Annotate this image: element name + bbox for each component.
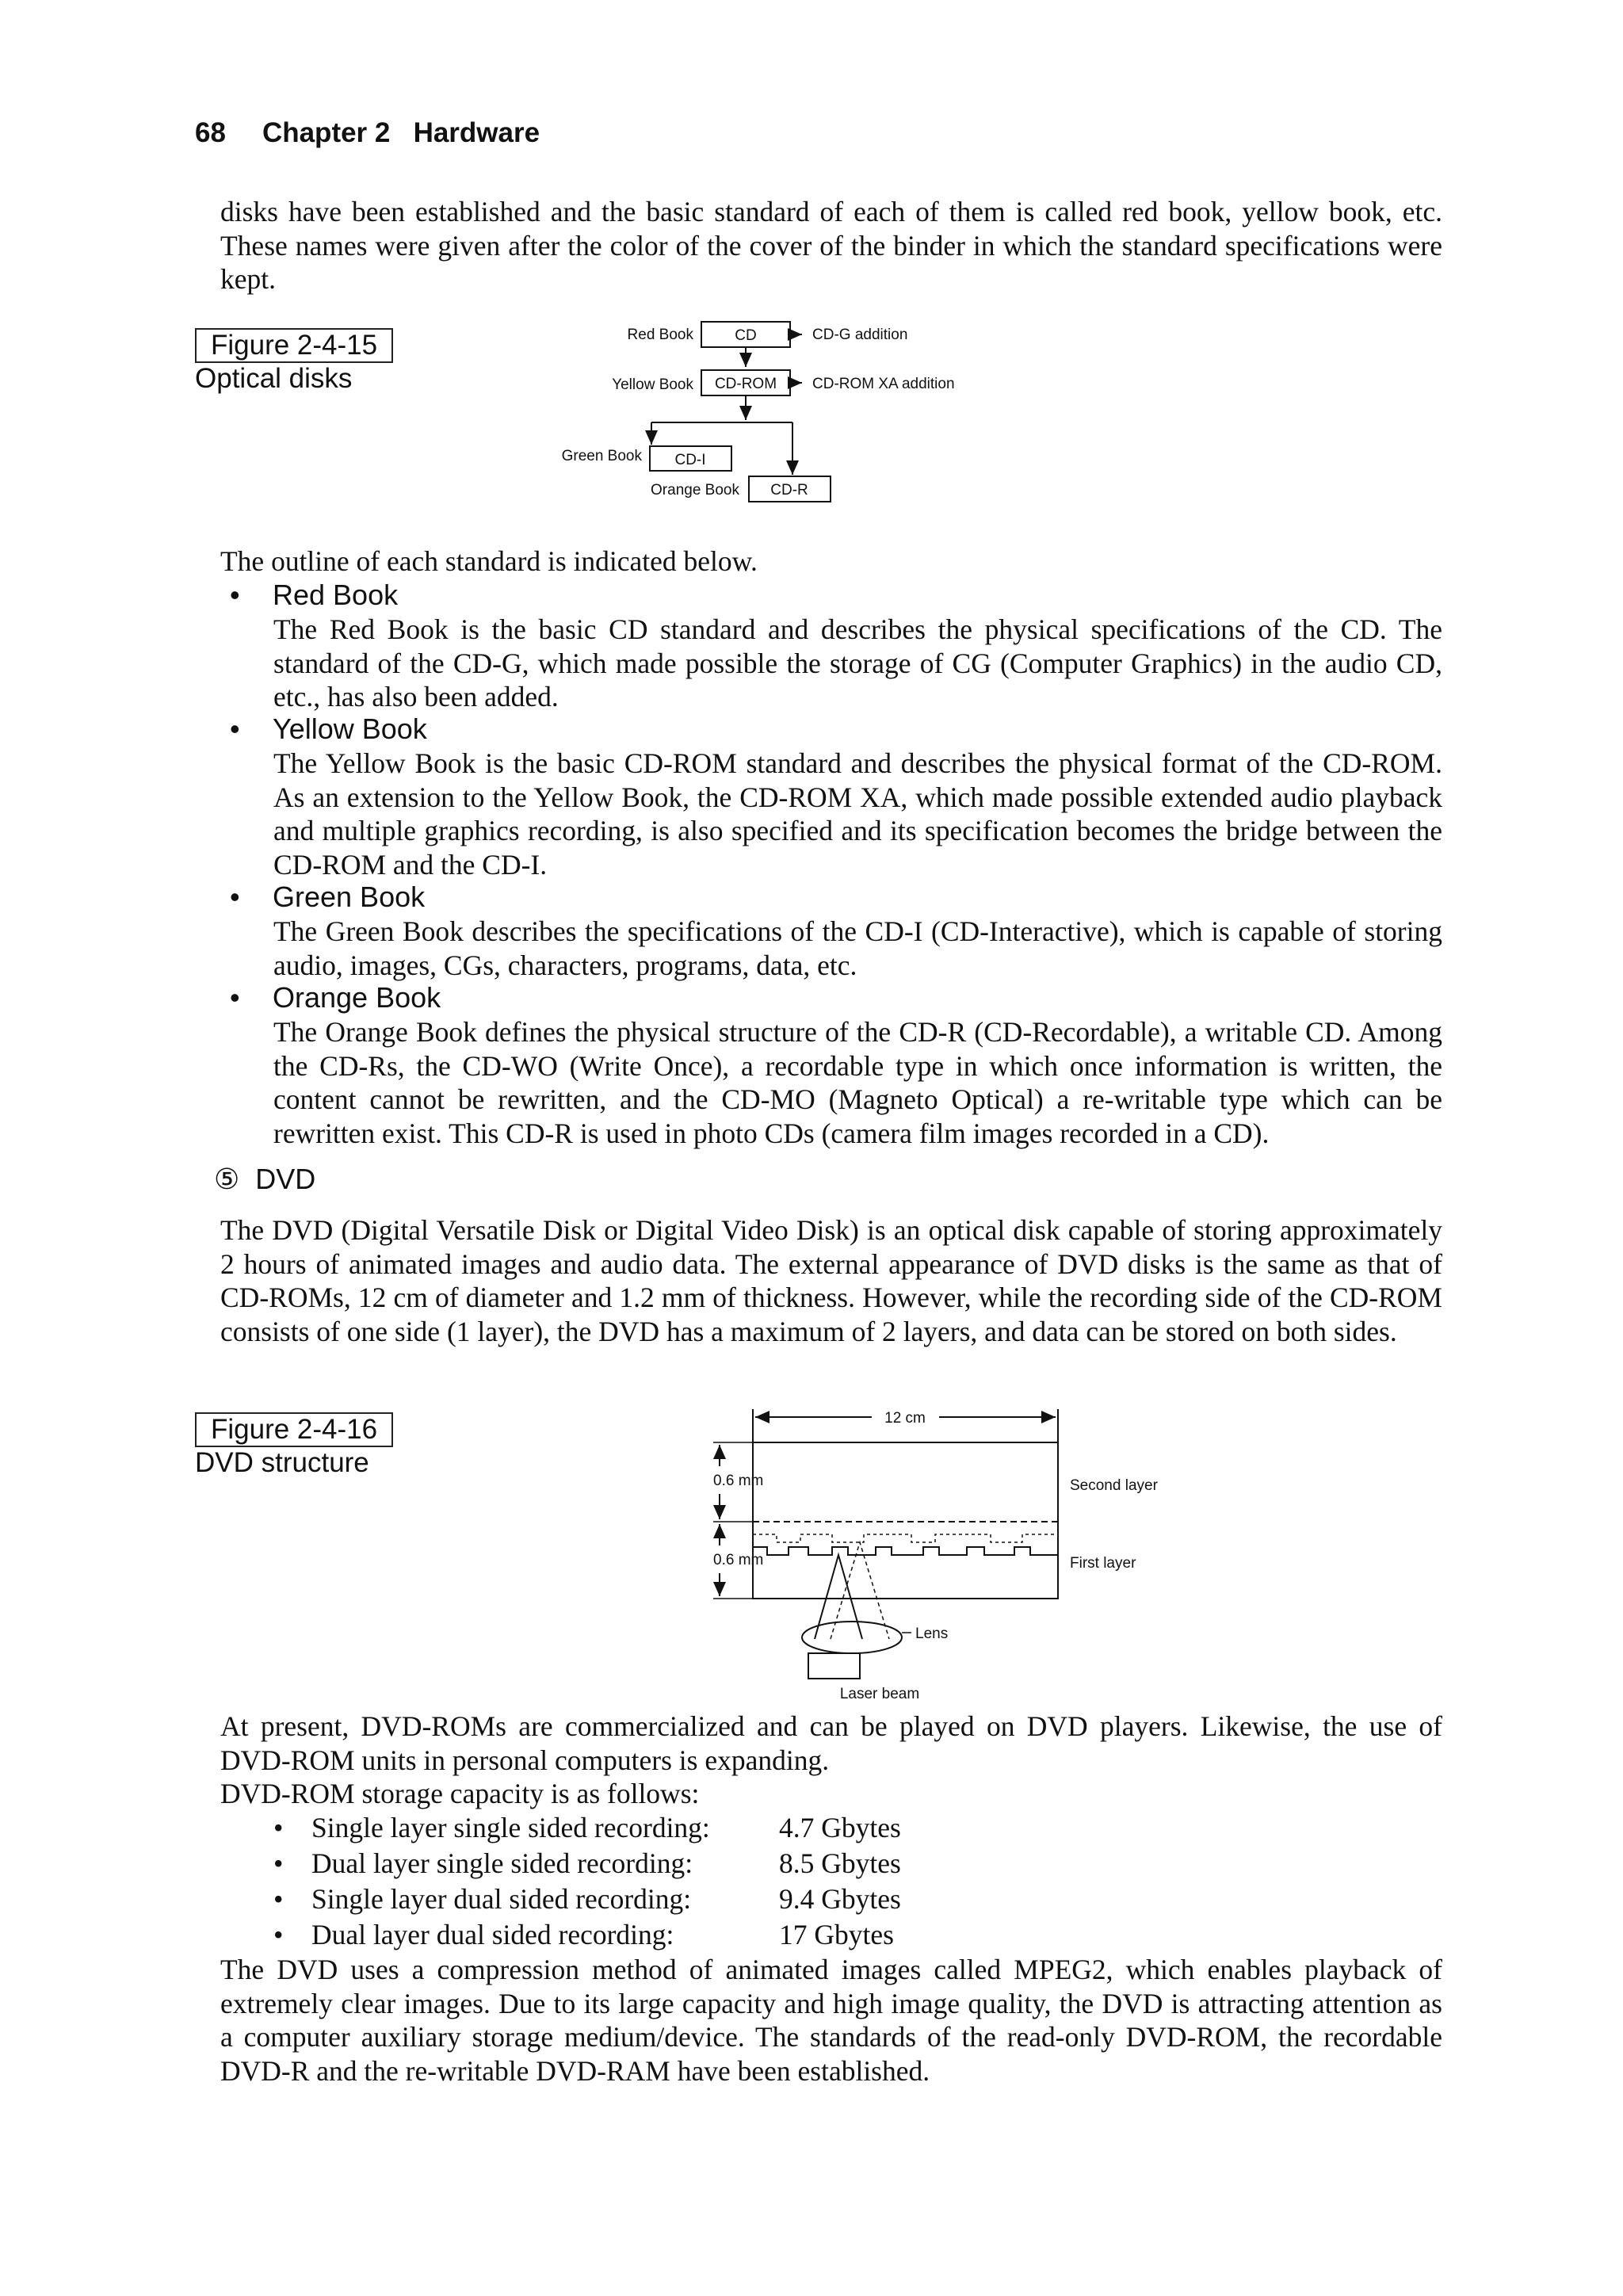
capacity-label: Dual layer dual sided recording:: [311, 1919, 674, 1950]
orange-book-text: The Orange Book defines the physical structure of the CD-R (CD-Recordable), a writable CD. Among the CD-Rs, the CD-WO (Write Once), a recordable type in which once information is written, the content cannot be rewritten, and the CD-MO (Magneto Optical) a re-writable type which can be rewritten exist. This CD-R is used in photo CDs (camera film images recorded in a CD).: [273, 1016, 1442, 1149]
dvd-final-text: The DVD uses a compression method of animated images called MPEG2, which enables playback of extremely clear images. Due to its large capacity and high image quality, the DVD is attracting attention as a computer auxiliary storage medium/device. The standards of the read-only DVD-ROM, the recordable DVD-R and the re-writable DVD-RAM have been established.: [220, 1954, 1442, 2087]
bullet-dot: •: [230, 881, 240, 913]
cdrom-label: CD-ROM: [714, 376, 777, 392]
figure-caption: Optical disks: [195, 363, 353, 394]
dvd-heading: [214, 1163, 315, 1196]
second-layer-label: Second layer: [1070, 1477, 1158, 1494]
orange-book-title: Orange Book: [273, 981, 441, 1014]
thickness-top-label: 0.6 mm: [713, 1473, 764, 1489]
yellow-book-label: Yellow Book: [612, 376, 693, 393]
cd-label: CD: [735, 327, 757, 344]
lens-icon: [802, 1622, 902, 1653]
figure-number-box: [195, 1412, 393, 1447]
dvd-intro-paragraph: [220, 1213, 1442, 1348]
figure-number: Figure 2-4-16: [211, 1414, 378, 1445]
width-label: 12 cm: [884, 1410, 926, 1427]
bullet-green-book: [230, 881, 425, 914]
outline-intro: The outline of each standard is indicated below.: [220, 545, 758, 577]
disk-body: [753, 1442, 1058, 1599]
figure-number-box: [195, 328, 393, 363]
laser-beam-label: Laser beam: [839, 1686, 920, 1702]
yellow-book-title: Yellow Book: [273, 712, 427, 745]
bullet-dot: •: [273, 1919, 284, 1950]
second-layer-pits: [753, 1534, 1058, 1542]
page-number: 68: [195, 117, 226, 148]
dvd-final-paragraph: [220, 1953, 1442, 2088]
bullet-dot: •: [273, 1883, 284, 1915]
cdg-addition-label: CD-G addition: [812, 327, 908, 343]
figure-caption: DVD structure: [195, 1447, 369, 1478]
dvd-present-text: At present, DVD-ROMs are commercialized and can be played on DVD players. Likewise, the use of DVD-ROM units in personal computers is expanding.: [220, 1710, 1442, 1776]
green-book-text: The Green Book describes the specifications of the CD-I (CD-Interactive), which is capable of storing audio, images, CGs, characters, programs, data, etc.: [273, 915, 1442, 981]
capacity-intro: DVD-ROM storage capacity is as follows:: [220, 1778, 700, 1809]
chapter-label: Chapter 2: [262, 117, 391, 148]
figure-number: Figure 2-4-15: [211, 330, 378, 361]
dvd-heading-title: DVD: [255, 1163, 316, 1195]
thickness-bottom-label: 0.6 mm: [713, 1552, 764, 1568]
green-book-title: Green Book: [273, 881, 426, 913]
section-marker: ⑤: [214, 1163, 240, 1195]
bullet-dot: •: [230, 981, 240, 1014]
capacity-row: [273, 1881, 901, 1917]
dvd-present-paragraph: [220, 1710, 1442, 1777]
red-book-label: Red Book: [627, 327, 693, 343]
bullet-yellow-book: [230, 712, 427, 746]
dvd-structure-diagram: [674, 1403, 1181, 1712]
capacity-label: Dual layer single sided recording:: [311, 1847, 693, 1879]
green-book-label: Green Book: [561, 448, 642, 464]
bullet-dot: •: [273, 1812, 284, 1843]
bullet-red-book: [230, 579, 398, 612]
capacity-row: [273, 1917, 894, 1953]
intro-text: disks have been established and the basic standard of each of them is called red book, yellow book, etc. These names were given after the color of the cover of the binder in which the standard specifications were kept.: [220, 196, 1442, 295]
dvd-intro-text: The DVD (Digital Versatile Disk or Digital Video Disk) is an optical disk capable of storing approximately 2 hours of animated images and audio data. The external appearance of DVD disks is the same as that of CD-ROMs, 12 cm of diameter and 1.2 mm of thickness. However, while the recording side of the CD-ROM consists of one side (1 layer), the DVD has a maximum of 2 layers, and data can be stored on both sides.: [220, 1214, 1442, 1347]
capacity-value: 17 Gbytes: [779, 1919, 894, 1950]
bullet-orange-book: [230, 981, 441, 1014]
bullet-dot: •: [273, 1847, 284, 1879]
cdrom-xa-addition-label: CD-ROM XA addition: [812, 376, 955, 392]
orange-book-label: Orange Book: [651, 482, 739, 499]
capacity-row: [273, 1810, 901, 1846]
cdi-label: CD-I: [674, 452, 706, 468]
bullet-dot: •: [230, 579, 240, 611]
yellow-book-text: The Yellow Book is the basic CD-ROM standard and describes the physical format of the CD-ROM. As an extension to the Yellow Book, the CD-ROM XA, which made possible extended audio playback and multiple graphics recording, is also specified and its specification becomes the bridge between the CD-ROM and the CD-I.: [273, 747, 1442, 881]
capacity-value: 8.5 Gbytes: [779, 1847, 901, 1879]
first-layer-label: First layer: [1070, 1555, 1136, 1572]
capacity-label: Single layer single sided recording:: [311, 1812, 710, 1843]
red-book-text: The Red Book is the basic CD standard and describes the physical specifications of the CD. The standard of the CD-G, which made possible the storage of CG (Computer Graphics) in the audio CD, etc., has also been added.: [273, 613, 1442, 712]
bullet-dot: •: [230, 712, 240, 745]
lens-label: Lens: [915, 1626, 949, 1642]
section-label: Hardware: [413, 117, 540, 148]
capacity-label: Single layer dual sided recording:: [311, 1883, 692, 1915]
capacity-value: 9.4 Gbytes: [779, 1883, 901, 1915]
optical-disks-diagram: [539, 313, 1014, 511]
capacity-value: 4.7 Gbytes: [779, 1812, 901, 1843]
laser-cone-solid: [815, 1555, 862, 1639]
cdr-label: CD-R: [770, 482, 808, 499]
capacity-row: [273, 1846, 901, 1881]
running-head: [195, 117, 540, 149]
laser-source: [808, 1653, 860, 1679]
first-layer-pits: [753, 1547, 1058, 1555]
intro-paragraph: [220, 195, 1442, 296]
red-book-title: Red Book: [273, 579, 399, 611]
